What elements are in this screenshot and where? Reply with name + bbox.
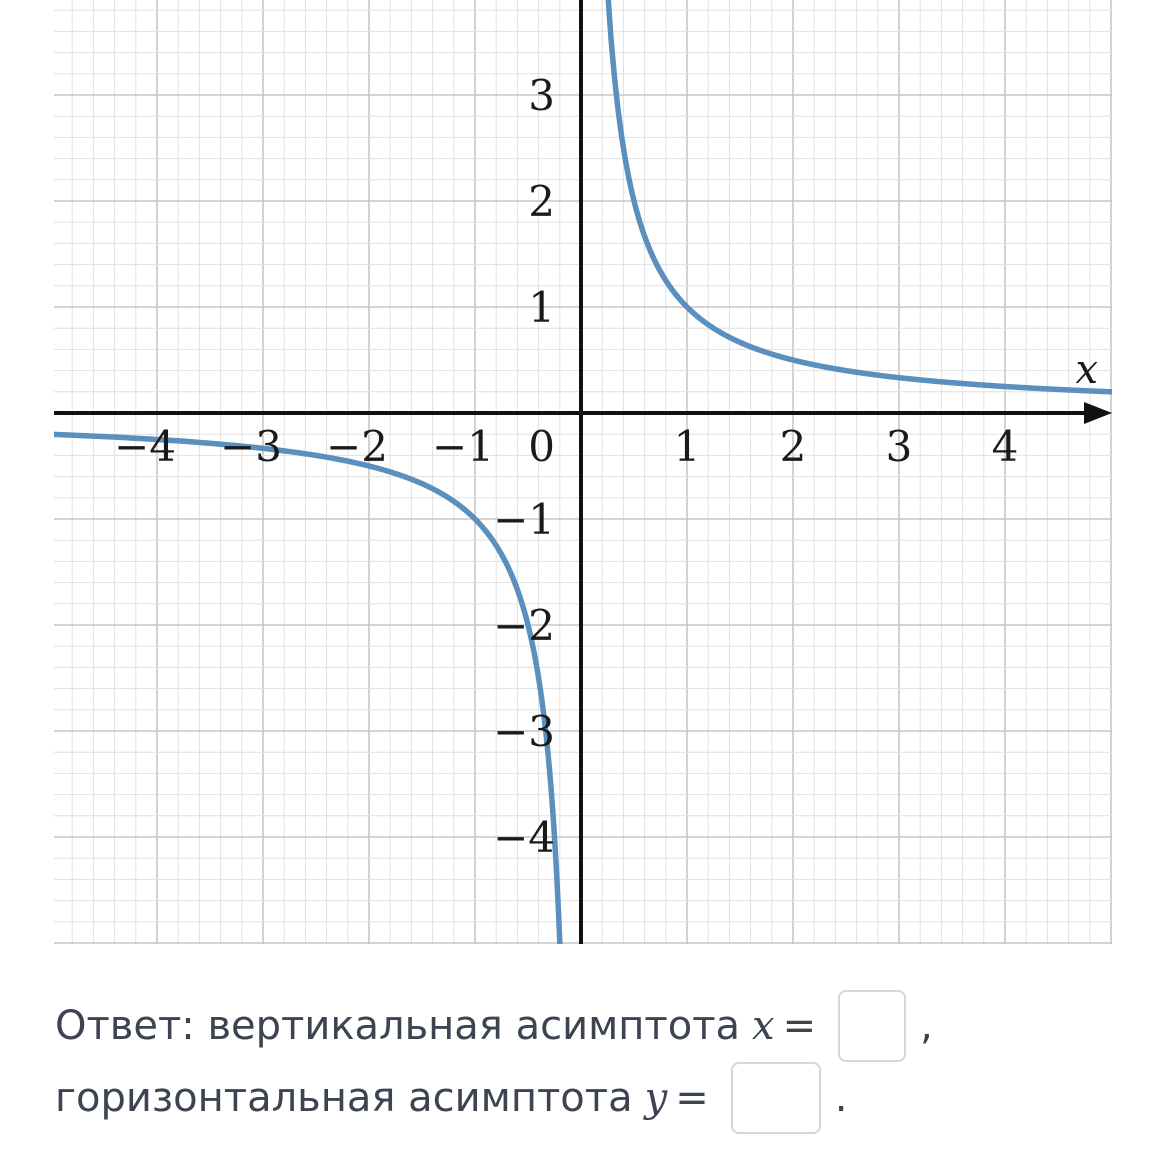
x-tick-label: −3 <box>220 422 282 471</box>
vertical-asymptote-input[interactable] <box>838 990 906 1062</box>
x-tick-label: 3 <box>885 422 913 471</box>
answer-line-vertical <box>55 990 933 1062</box>
y-tick-label: 2 <box>528 177 555 226</box>
x-tick-label: 2 <box>779 422 807 471</box>
y-tick-label: −3 <box>493 707 555 756</box>
y-tick-label: 3 <box>528 71 555 120</box>
answer-line-horizontal <box>55 1062 847 1134</box>
x-tick-label: −1 <box>432 422 494 471</box>
y-tick-label: 1 <box>528 283 555 332</box>
origin-label: 0 <box>528 422 555 471</box>
equals-sign: = <box>782 1003 817 1049</box>
answer-vertical-text: Ответ: вертикальная асимптота <box>55 1003 740 1049</box>
x-variable: x <box>752 1003 775 1049</box>
x-tick-label: 4 <box>991 422 1019 471</box>
comma: , <box>920 1003 933 1049</box>
equals-sign: = <box>675 1075 709 1121</box>
y-tick-label: −4 <box>493 813 555 862</box>
x-tick-label: −2 <box>326 422 388 471</box>
y-tick-label: −2 <box>493 601 555 650</box>
answer-horizontal-text: горизонтальная асимптота <box>55 1075 633 1121</box>
y-variable: y <box>644 1075 668 1121</box>
period: . <box>834 1075 848 1121</box>
x-axis-label: x <box>1075 347 1098 393</box>
horizontal-asymptote-input[interactable] <box>731 1062 821 1134</box>
y-tick-label: −1 <box>493 495 555 544</box>
x-tick-label: −4 <box>114 422 176 471</box>
x-tick-label: 1 <box>673 422 701 471</box>
